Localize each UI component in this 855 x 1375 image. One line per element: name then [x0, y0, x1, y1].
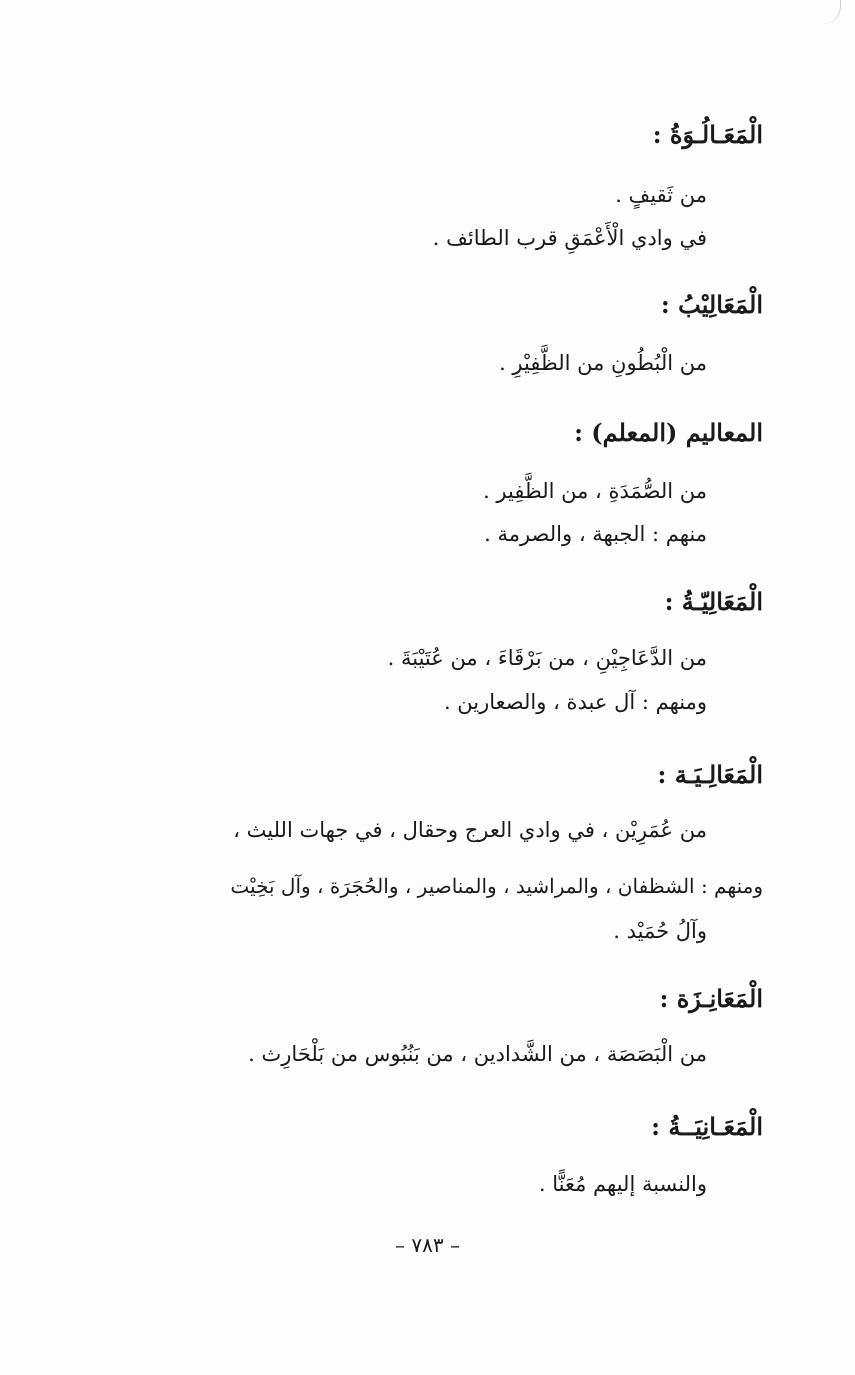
entry-line: من الْبُطُونِ من الظَّفِيْرِ .	[499, 351, 707, 375]
entry-line: وآلُ حُمَيْد .	[613, 919, 707, 943]
entry-line: من ثَقيفٍ .	[615, 183, 707, 207]
entry-line: من الدَّعَاجِيْنِ ، من بَرْقَاءَ ، من عُتَيْبَةَ .	[387, 646, 707, 670]
entry-heading-maaniya: الْمَعَـانِيَــةُ :	[651, 1112, 763, 1141]
entry-line: ومنهم : آل عبدة ، والصعارين .	[443, 690, 707, 714]
entry-line: والنسبة إليهم مُعَنًّا .	[538, 1172, 707, 1196]
entry-line: في وادي الْأَعْمَقِ قرب الطائف .	[432, 226, 707, 250]
corner-scan-mark	[822, 0, 841, 24]
entry-line: من الْبَصَصَة ، من الشَّدادين ، من بَنُبُوس من بَلْحَارِث .	[248, 1042, 707, 1066]
entry-heading-maaniza: الْمَعَانِـزَة :	[659, 984, 763, 1013]
entry-line: ومنهم : الشظفان ، والمراشيد ، والمناصير ، والحُجَرَة ، وآل بَخِيْت	[230, 874, 763, 898]
entry-heading-maaleem: المعاليم (المعلم) :	[574, 418, 763, 447]
entry-line: منهم : الجبهة ، والصرمة .	[484, 522, 707, 546]
entry-line: من الصُّمَدَةِ ، من الظَّفِير .	[483, 479, 707, 503]
entry-heading-maaleeb: الْمَعَالِيْبُ :	[660, 290, 763, 319]
entry-heading-maaluwa: الْمَعَـالُـوَةُ :	[652, 120, 763, 149]
page-number: – ٧٨٣ –	[395, 1233, 460, 1257]
entry-heading-maaliya: الْمَعَالِـيَـة :	[657, 760, 763, 789]
entry-heading-maaliyya: الْمَعَالِيّـةُ :	[664, 587, 763, 616]
entry-line: من عُمَرِيْن ، في وادي العرج وحقال ، في جهات الليث ،	[233, 818, 707, 842]
